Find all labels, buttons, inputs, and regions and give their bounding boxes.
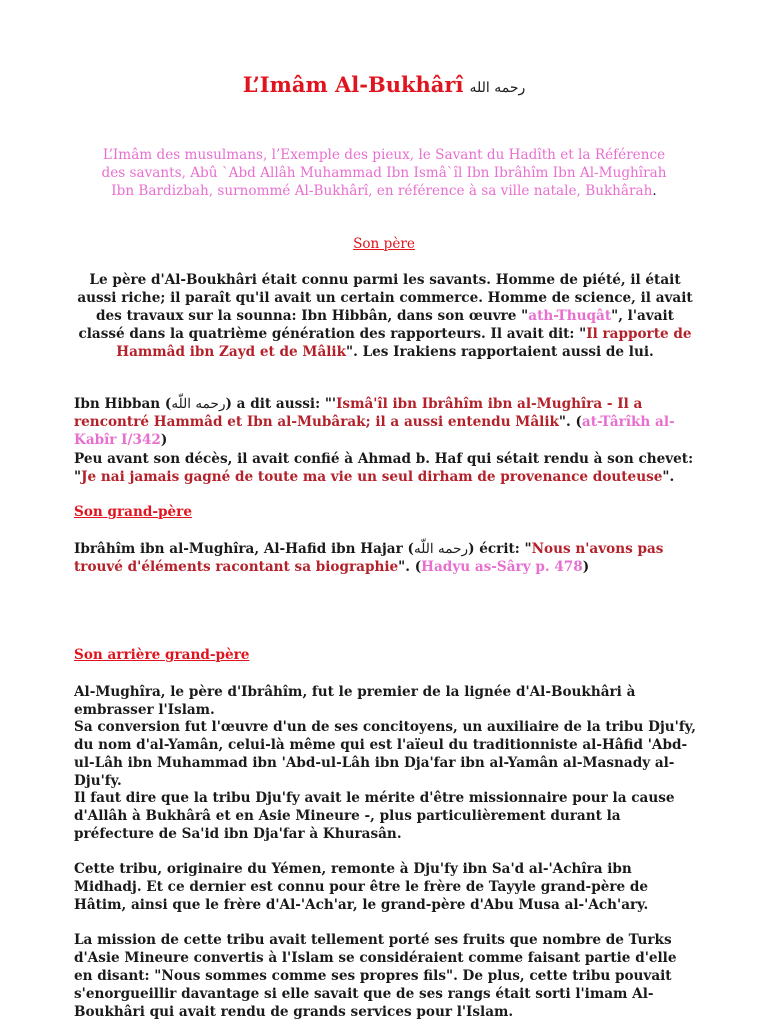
grand-pere-a: Ibrâhîm ibn al-Mughîra, Al-Hafid ibn Hajar ( [74,541,414,557]
paragraph-arriere-1: Al-Mughîra, le père d'Ibrâhîm, fut le premier de la lignée d'Al-Boukhâri à embrasser l'Islam. [74,684,636,718]
pere-p1-book: ath-Thuqât [528,308,612,324]
paragraph-grand-pere [74,540,696,576]
title-main: L’Imâm Al-Bukhârî [242,72,464,97]
pere-p1-a: Le père d'Al-Boukhâri était connu parmi les savants. Homme de piété, il était aussi riche; il paraît qu'il avait un certain commerce. Homme de science, il avait des travaux sur la sounna: Ibn Hibbân, dans son œuvre " [77,272,693,324]
paragraph-arriere-3: Il faut dire que la tribu Dju'fy avait le mérite d'être missionnaire pour la cause d'Allâh à Bukhârâ et en Asie Mineure -, plus particulièrement durant la préfecture de Sa'id ibn Dja'far à Khurasân. [74,790,675,842]
grand-pere-d: ". ( [398,559,422,575]
paragraph-arriere-4: Cette tribu, originaire du Yémen, remonte à Dju'fy ibn Sa'd al-'Achîra ibn Midhadj. Et ce dernier est connu pour être le frère de Tayyle grand-père de Hâtim, ainsi que le frère d'Al-'Ach'ar, le grand-père d'Abu Musa al-'Ach'ary. [74,861,649,913]
pere-p1-quote: Il rapporte de Hammâd ibn Zayd et de Mâlik [116,326,692,360]
pere-p2-f: ) [160,432,168,448]
pere-p2-b: ) a dit aussi: "' [225,396,337,412]
grand-pere-reference: Hadyu as-Sâry p. 478 [421,559,583,575]
pere-p2-quote: Ismâ'îl ibn Ibrâhîm ibn al-Mughîra - Il a rencontré Hammâd et Ibn al-Mubârak; il a aussi entendu Mâlik [74,396,643,430]
pere-p2-arabic: رحمه اللّه [171,396,226,412]
paragraph-pere-3 [74,450,696,486]
paragraph-arriere-5: La mission de cette tribu avait tellement porté ses fruits que nombre de Turks d'Asie Mineure convertis à l'Islam se considéraient comme faisant partie d'elle en disant: "Nous sommes comme ses propres fils". De plus, cette tribu pouvait s'enorgueillir davantage si elle savait que de ses rangs était sorti l'imam Al-Boukhâri qui avait rendu de grands services pour l'Islam. [74,932,677,1020]
heading-son-pere: Son père [353,236,415,252]
grand-pere-arabic: رحمه اللّه [413,541,469,557]
grand-pere-quote: Nous n'avons pas trouvé d'éléments racontant sa biographie [74,541,664,575]
pere-p3-c: ". [662,469,675,485]
intro-period: . [652,183,657,199]
paragraph-pere-1 [74,271,696,361]
heading-grand-pere: Son grand-père [74,504,192,520]
pere-p3-quote: Je nai jamais gagné de toute ma vie un seul dirham de provenance douteuse [81,469,663,485]
title-arabic-invocation: رحمه الله [469,80,526,96]
grand-pere-f: ) [582,559,590,575]
heading-arriere-grand-pere: Son arrière grand-père [74,647,250,663]
paragraph-arriere-2: Sa conversion fut l'œuvre d'un de ses concitoyens, un auxiliaire de la tribu Dju'fy, du nom d'al-Yamân, celui-là même qui est l'aïeul du traditionniste al-Hâfid 'Abd-ul-Lâh ibn Muhammad ibn 'Abd-ul-Lâh ibn Dja'far ibn al-Yamân al-Masnady al-Dju'fy. [74,719,697,789]
pere-p3-a: Peu avant son décès, il avait confié à Ahmad b. Haf qui sétait rendu à son chevet: " [74,451,694,485]
pere-p2-a: Ibn Hibban ( [74,396,172,412]
pere-p2-reference: at-Târîkh al-Kabîr I/342 [74,414,675,448]
pere-p1-e: ". Les Irakiens rapportaient aussi de lui. [346,344,654,360]
paragraph-pere-2 [74,395,696,449]
pere-p2-d: ". ( [558,414,582,430]
intro-paragraph [96,146,672,200]
intro-text: L’Imâm des musulmans, l’Exemple des pieux, le Savant du Hadîth et la Référence des savants, Abû `Abd Allâh Muhammad Ibn Ismâ`îl Ibn Ibrâhîm Ibn Al-Mughîrah Ibn Bardizbah, surnommé Al-Bukhârî, en référence à sa ville natale, Bukhârah [101,147,667,199]
pere-p1-c: ", l'avait classé dans la quatrième génération des rapporteurs. Il avait dit: " [78,308,674,342]
grand-pere-b: ) écrit: " [468,541,532,557]
page-title [0,72,768,97]
